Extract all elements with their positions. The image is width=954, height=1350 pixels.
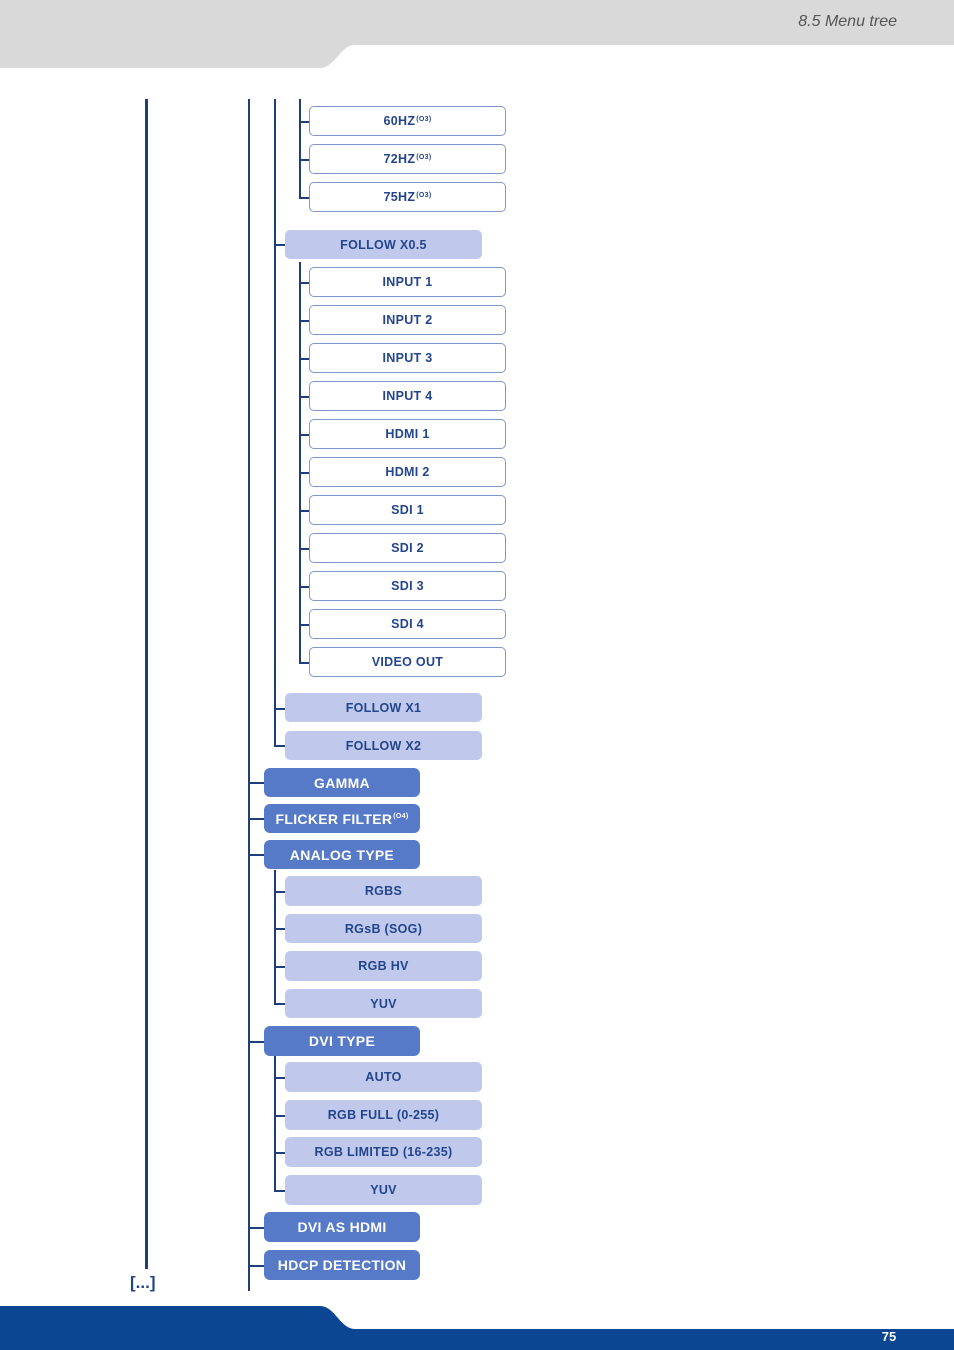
connector	[248, 1227, 264, 1229]
connector	[299, 282, 309, 284]
menu-item-75hz[interactable]	[309, 182, 506, 212]
connector	[248, 782, 264, 784]
connector	[299, 472, 309, 474]
tree-line-root	[145, 99, 148, 1269]
menu-item-gamma[interactable]: GAMMA	[264, 768, 420, 797]
menu-item-sdi-1[interactable]: SDI 1	[309, 495, 506, 525]
menu-item-follow-x2[interactable]: FOLLOW X2	[285, 731, 482, 760]
menu-item-rgb-hv[interactable]: RGB HV	[285, 951, 482, 981]
menu-item-dvi-as-hdmi[interactable]: DVI AS HDMI	[264, 1212, 420, 1242]
connector	[299, 121, 309, 123]
option-note: (O3)	[416, 191, 432, 199]
connector	[274, 1152, 285, 1154]
option-note: (O3)	[416, 153, 432, 161]
connector	[299, 358, 309, 360]
connector	[274, 745, 285, 747]
connector	[299, 510, 309, 512]
menu-item-sdi-4[interactable]: SDI 4	[309, 609, 506, 639]
menu-item-hdcp-detection[interactable]: HDCP DETECTION	[264, 1250, 420, 1280]
menu-item-sdi-2[interactable]: SDI 2	[309, 533, 506, 563]
menu-item-rgsb-sog[interactable]: RGsB (SOG)	[285, 914, 482, 943]
menu-item-hdmi-2[interactable]: HDMI 2	[309, 457, 506, 487]
menu-item-input-2[interactable]: INPUT 2	[309, 305, 506, 335]
continuation-marker: [...]	[130, 1273, 156, 1292]
connector	[299, 197, 309, 199]
menu-item-rgb-limited[interactable]: RGB LIMITED (16-235)	[285, 1137, 482, 1167]
connector	[299, 396, 309, 398]
connector	[274, 891, 285, 893]
connector	[299, 624, 309, 626]
footer-band	[0, 1300, 954, 1350]
connector	[299, 159, 309, 161]
option-note: (O4)	[393, 813, 409, 820]
menu-item-input-1[interactable]: INPUT 1	[309, 267, 506, 297]
menu-item-label: 60HZ	[383, 114, 416, 128]
menu-item-hdmi-1[interactable]: HDMI 1	[309, 419, 506, 449]
menu-item-label: 72HZ	[383, 152, 416, 166]
menu-item-follow-x05[interactable]: FOLLOW X0.5	[285, 230, 482, 259]
menu-item-input-3[interactable]: INPUT 3	[309, 343, 506, 373]
tree-line-refresh	[299, 99, 301, 197]
menu-item-auto[interactable]: AUTO	[285, 1062, 482, 1092]
tree-line-follow-x05	[299, 262, 301, 662]
connector	[274, 966, 285, 968]
connector	[274, 1190, 285, 1192]
connector	[299, 320, 309, 322]
menu-item-yuv-analog[interactable]: YUV	[285, 989, 482, 1018]
menu-item-label: FLICKER FILTER	[275, 810, 393, 827]
header-band	[0, 0, 954, 70]
menu-item-video-out[interactable]: VIDEO OUT	[309, 647, 506, 677]
connector	[274, 928, 285, 930]
connector	[248, 1041, 264, 1043]
connector	[248, 1265, 264, 1267]
menu-item-label: 75HZ	[383, 190, 416, 204]
connector	[274, 1003, 285, 1005]
menu-item-60hz[interactable]	[309, 106, 506, 136]
menu-item-rgbs[interactable]: RGBS	[285, 876, 482, 906]
tree-line-analog-type	[274, 870, 276, 1003]
connector	[299, 662, 309, 664]
page-number: 75	[881, 1329, 897, 1344]
menu-item-dvi-type[interactable]: DVI TYPE	[264, 1026, 420, 1056]
tree-line-level1	[248, 99, 250, 1291]
tree-line-output-rate	[274, 99, 276, 746]
menu-item-follow-x1[interactable]: FOLLOW X1	[285, 693, 482, 722]
connector	[299, 434, 309, 436]
connector	[299, 548, 309, 550]
menu-item-yuv-dvi[interactable]: YUV	[285, 1175, 482, 1205]
connector	[274, 244, 285, 246]
connector	[274, 1077, 285, 1079]
menu-item-rgb-full[interactable]: RGB FULL (0-255)	[285, 1100, 482, 1130]
menu-item-input-4[interactable]: INPUT 4	[309, 381, 506, 411]
connector	[248, 854, 264, 856]
section-title: 8.5 Menu tree	[798, 13, 897, 30]
menu-item-sdi-3[interactable]: SDI 3	[309, 571, 506, 601]
option-note: (O3)	[416, 115, 432, 123]
connector	[299, 586, 309, 588]
menu-item-72hz[interactable]	[309, 144, 506, 174]
connector	[274, 708, 285, 710]
menu-item-flicker-filter[interactable]	[264, 804, 420, 833]
menu-item-analog-type[interactable]: ANALOG TYPE	[264, 840, 420, 869]
connector	[274, 1115, 285, 1117]
connector	[248, 818, 264, 820]
